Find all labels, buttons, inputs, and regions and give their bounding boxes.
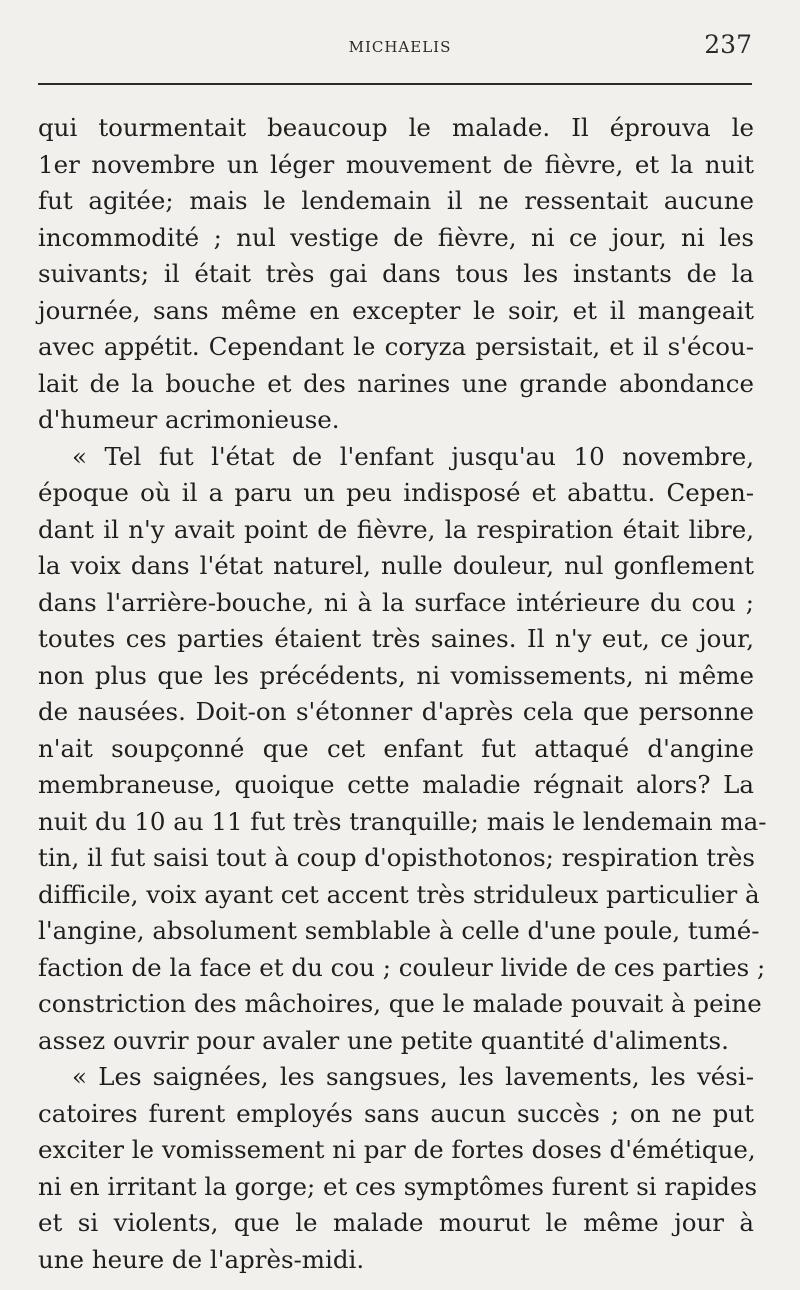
text-line: incommodité ; nul vestige de fièvre, ni ce jour, ni les [38, 222, 754, 252]
text-line: une heure de l'après-midi. [38, 1244, 365, 1274]
text-line: n'ait soupçonné que cet enfant fut attaqué d'angine [38, 733, 754, 763]
page-number: 237 [704, 30, 752, 59]
text-line: la voix dans l'état naturel, nulle douleur, nul gonflement [38, 551, 754, 580]
paragraph [38, 110, 754, 439]
text-line: membraneuse, quoique cette maladie régnait alors? La [38, 770, 754, 799]
text-line: suivants; il était très gai dans tous les instants de la [38, 259, 754, 288]
text-line: exciter le vomissement ni par de fortes doses d'émétique, [38, 1135, 756, 1164]
text-line: tin, il fut saisi tout à coup d'opisthotonos; respiration très [38, 843, 755, 872]
text-line: toutes ces parties étaient très saines. Il n'y eut, ce jour, [38, 624, 754, 653]
text-line: lait de la bouche et des narines une grande abondance [38, 368, 754, 398]
text-line: faction de la face et du cou ; couleur livide de ces parties ; [38, 952, 766, 982]
text-line: « Tel fut l'état de l'enfant jusqu'au 10 novembre, [72, 441, 754, 471]
text-line: 1er novembre un léger mouvement de fièvre, et la nuit [38, 149, 754, 179]
text-line: « Les saignées, les sangsues, les lavements, les vési- [72, 1062, 754, 1091]
text-line: non plus que les précédents, ni vomissements, ni même [38, 660, 754, 690]
text-line: qui tourmentait beaucoup le malade. Il éprouva le [38, 113, 754, 142]
text-line: d'humeur acrimonieuse. [38, 405, 340, 434]
header-rule [38, 83, 752, 85]
text-line: fut agitée; mais le lendemain il ne ressentait aucune [38, 186, 754, 215]
text-line: journée, sans même en excepter le soir, et il mangeait [38, 295, 754, 325]
running-head-title: MICHAELIS [348, 38, 452, 56]
text-line: et si violents, que le malade mourut le même jour à [38, 1208, 754, 1237]
text-line: difficile, voix ayant cet accent très striduleux particulier à [38, 879, 760, 909]
text-line: l'angine, absolument semblable à celle d'une poule, tumé- [38, 916, 760, 945]
text-line: catoires furent employés sans aucun succès ; on ne put [38, 1098, 754, 1128]
text-line: assez ouvrir pour avaler une petite quantité d'aliments. [38, 1025, 729, 1055]
text-line: dans l'arrière-bouche, ni à la surface intérieure du cou ; [38, 587, 754, 617]
text-line: constriction des mâchoires, que le malade pouvait à peine [38, 989, 762, 1018]
paragraph [38, 1059, 758, 1278]
paragraph [38, 439, 767, 1060]
text-line: dant il n'y avait point de fièvre, la respiration était libre, [38, 514, 754, 544]
text-line: de nausées. Doit-on s'étonner d'après cela que personne [38, 697, 754, 726]
body-text [38, 110, 767, 1278]
text-line: avec appétit. Cependant le coryza persistait, et il s'écou- [38, 332, 754, 361]
running-head [0, 30, 800, 60]
text-line: époque où il a paru un peu indisposé et abattu. Cepen- [38, 478, 754, 507]
text-line: nuit du 10 au 11 fut très tranquille; mais le lendemain ma- [38, 806, 767, 836]
text-line: ni en irritant la gorge; et ces symptômes furent si rapides [38, 1171, 758, 1201]
